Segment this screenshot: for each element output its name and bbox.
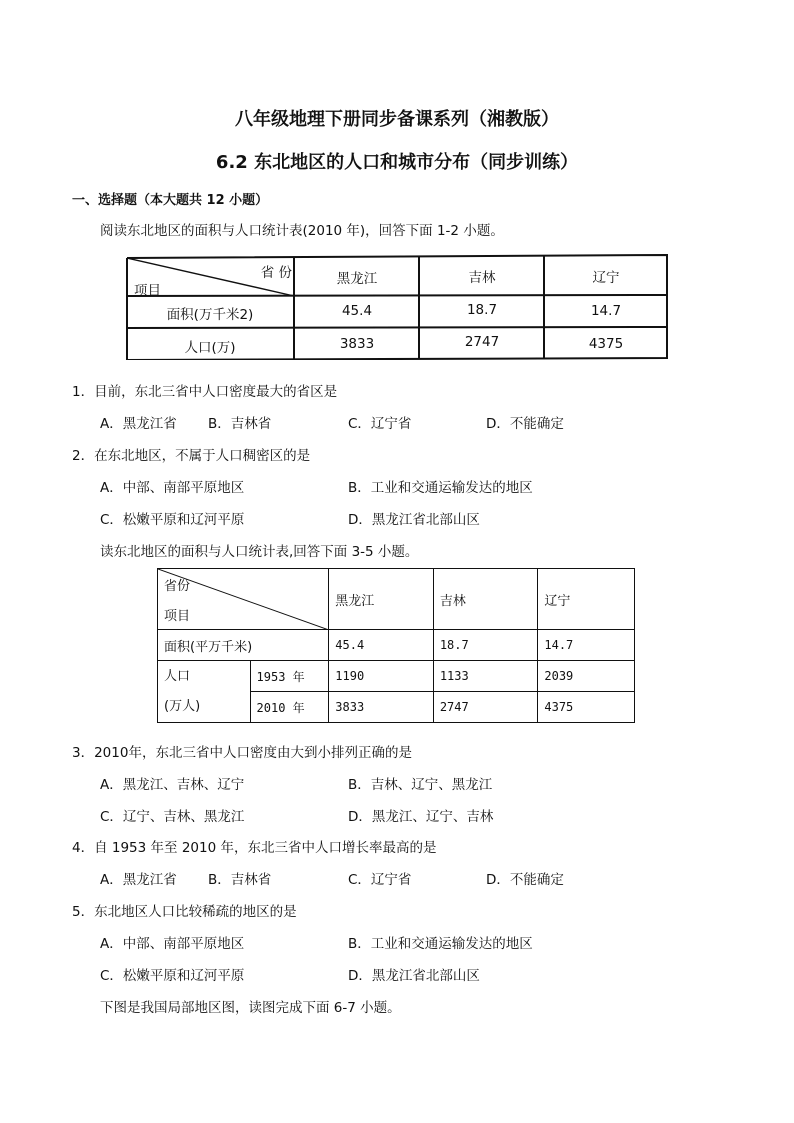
cell-pop-jilin: 2747 — [464, 334, 500, 350]
document-title: 八年级地理下册同步备课系列（湘教版） — [235, 109, 559, 130]
q3-option-d[interactable]: D．黑龙江、辽宁、吉林 — [348, 809, 494, 825]
cell-pop2010-heilongjiang: 3833 — [329, 692, 434, 723]
cell-area-heilongjiang: 45.4 — [329, 630, 434, 661]
row-label-population: 人口(万) — [184, 340, 236, 356]
q1-option-c[interactable]: C．辽宁省 — [348, 416, 412, 432]
section-heading: 一、选择题（本大题共 12 小题） — [72, 193, 269, 208]
question-1-stem: 1．目前，东北三省中人口密度最大的省区是 — [72, 384, 338, 400]
q4-option-d[interactable]: D．不能确定 — [486, 872, 564, 888]
intro-text-2: 读东北地区的面积与人口统计表,回答下面 3-5 小题。 — [100, 544, 419, 560]
q1-option-b[interactable]: B．吉林省 — [208, 416, 272, 432]
q5-option-b[interactable]: B．工业和交通运输发达的地区 — [348, 936, 533, 952]
question-4-stem: 4．自 1953 年至 2010 年，东北三省中人口增长率最高的是 — [72, 840, 437, 856]
q1-option-d[interactable]: D．不能确定 — [486, 416, 564, 432]
cell-area-liaoning: 14.7 — [538, 630, 635, 661]
cell-pop2010-liaoning: 4375 — [538, 692, 635, 723]
q5-option-c[interactable]: C．松嫩平原和辽河平原 — [100, 968, 245, 984]
cell-pop1953-liaoning: 2039 — [538, 661, 635, 692]
stats-table-2010 — [126, 254, 668, 360]
population-label-line1: 人口 — [164, 668, 191, 684]
cell-area-heilongjiang: 45.4 — [341, 303, 373, 319]
population-label-line2: (万人) — [164, 698, 201, 714]
cell-pop2010-jilin: 2747 — [433, 692, 538, 723]
q3-option-a[interactable]: A．黑龙江、吉林、辽宁 — [100, 777, 245, 793]
col-header-heilongjiang: 黑龙江 — [336, 271, 378, 287]
question-2-stem: 2．在东北地区，不属于人口稠密区的是 — [72, 448, 311, 464]
cell-pop-liaoning: 4375 — [588, 336, 624, 352]
col-header-jilin: 吉林 — [468, 270, 496, 286]
col-header-jilin: 吉林 — [433, 569, 538, 630]
cell-pop-heilongjiang: 3833 — [339, 336, 375, 352]
col-header-liaoning: 辽宁 — [592, 270, 620, 286]
q1-option-a[interactable]: A．黑龙江省 — [100, 416, 177, 432]
q5-option-d[interactable]: D．黑龙江省北部山区 — [348, 968, 480, 984]
intro-text-1: 阅读东北地区的面积与人口统计表(2010 年)，回答下面 1-2 小题。 — [100, 223, 504, 239]
row-label-year-1953: 1953 年 — [250, 661, 329, 692]
corner-header-province: 省份 — [164, 579, 191, 594]
question-3-stem: 3．2010年，东北三省中人口密度由大到小排列正确的是 — [72, 745, 412, 761]
col-header-heilongjiang: 黑龙江 — [329, 569, 434, 630]
q2-option-c[interactable]: C．松嫩平原和辽河平原 — [100, 512, 245, 528]
q2-option-a[interactable]: A．中部、南部平原地区 — [100, 480, 245, 496]
q4-option-b[interactable]: B．吉林省 — [208, 872, 272, 888]
corner-header-province: 省 份 — [260, 265, 292, 281]
cell-area-jilin: 18.7 — [433, 630, 538, 661]
cell-pop1953-jilin: 1133 — [433, 661, 538, 692]
corner-header-item: 项目 — [134, 283, 161, 299]
q3-option-b[interactable]: B．吉林、辽宁、黑龙江 — [348, 777, 493, 793]
q4-option-c[interactable]: C．辽宁省 — [348, 872, 412, 888]
q5-option-a[interactable]: A．中部、南部平原地区 — [100, 936, 245, 952]
corner-header-cell — [158, 569, 329, 630]
corner-header-item: 项目 — [164, 609, 191, 624]
cell-pop1953-heilongjiang: 1190 — [329, 661, 434, 692]
row-label-area: 面积(平万千米) — [158, 630, 329, 661]
intro-text-3: 下图是我国局部地区图，读图完成下面 6-7 小题。 — [100, 1000, 401, 1016]
document-subtitle: 6.2 东北地区的人口和城市分布（同步训练） — [215, 152, 579, 173]
row-label-year-2010: 2010 年 — [250, 692, 329, 723]
question-5-stem: 5．东北地区人口比较稀疏的地区的是 — [72, 904, 297, 920]
q2-option-b[interactable]: B．工业和交通运输发达的地区 — [348, 480, 533, 496]
row-label-area: 面积(万千米2) — [166, 307, 254, 323]
cell-area-jilin: 18.7 — [466, 302, 498, 318]
row-label-population — [158, 661, 251, 723]
stats-table-1953-2010 — [157, 568, 635, 723]
col-header-liaoning: 辽宁 — [538, 569, 635, 630]
cell-area-liaoning: 14.7 — [590, 303, 622, 319]
q2-option-d[interactable]: D．黑龙江省北部山区 — [348, 512, 480, 528]
q4-option-a[interactable]: A．黑龙江省 — [100, 872, 177, 888]
q3-option-c[interactable]: C．辽宁、吉林、黑龙江 — [100, 809, 245, 825]
